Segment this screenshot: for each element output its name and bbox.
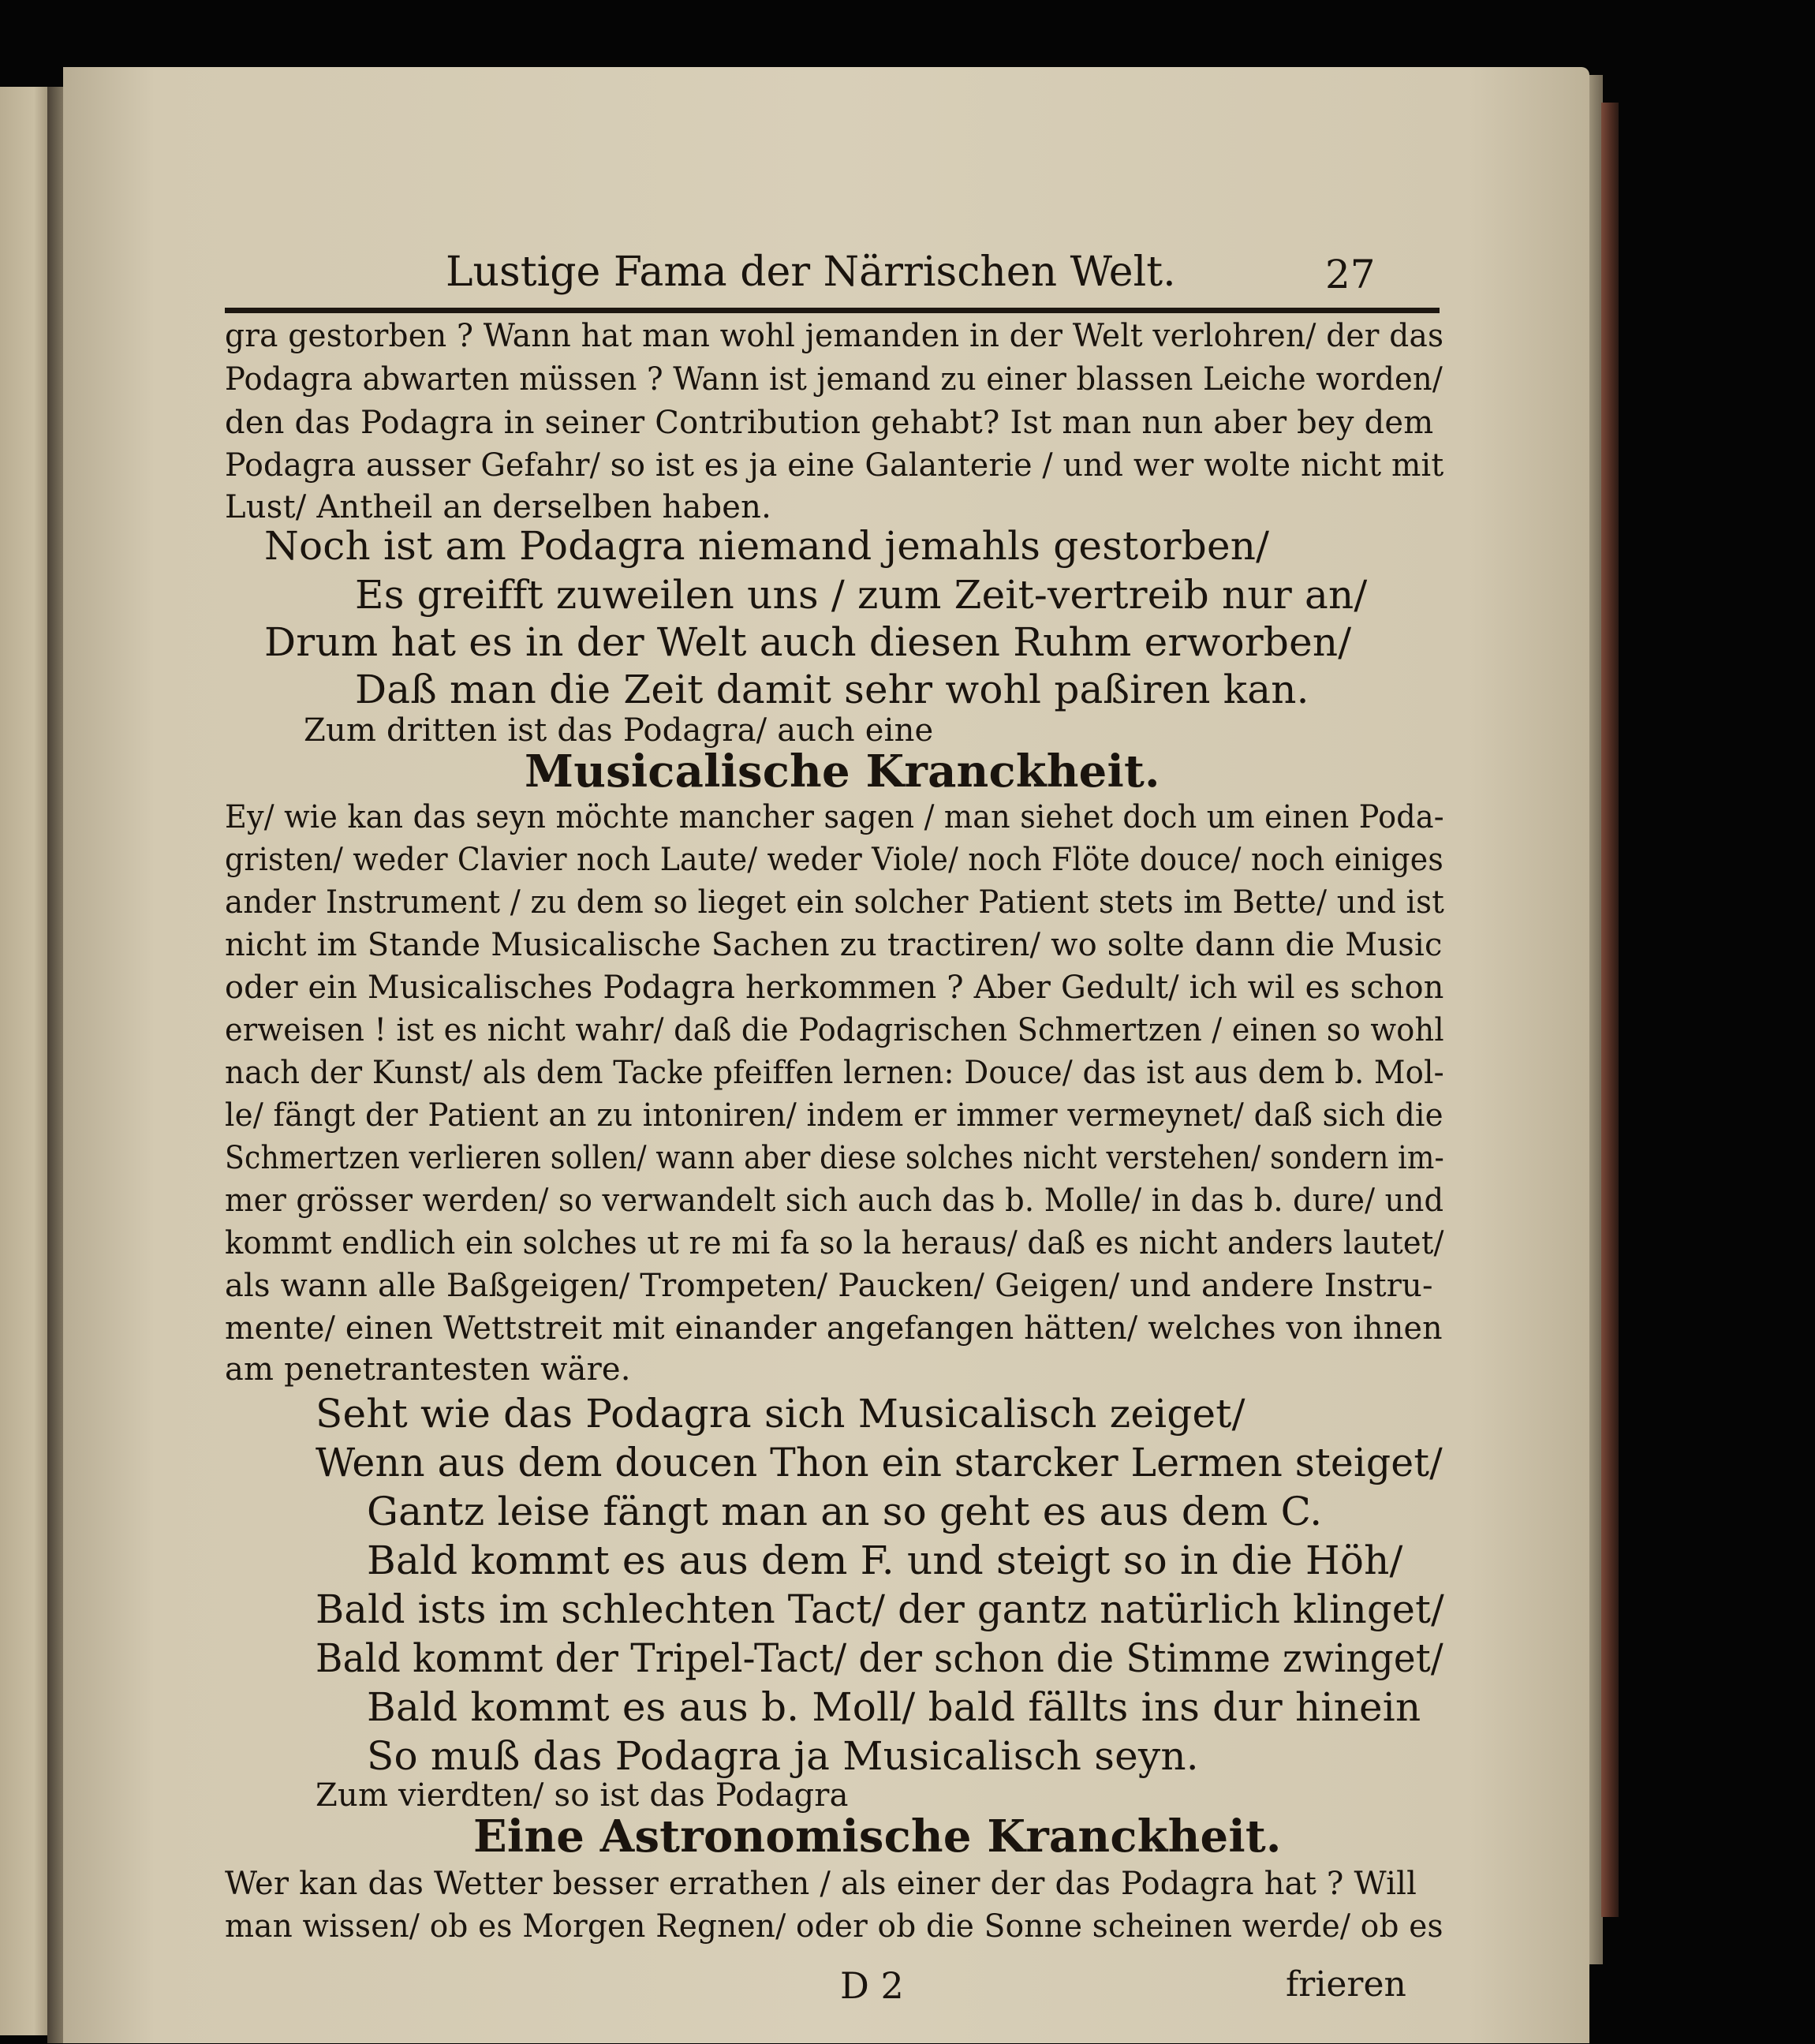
book-page [63,67,1589,2043]
text-line: nicht im Stande Musicalische Sachen zu tractiren/ wo solte dann die Music [225,927,1443,963]
text-line: gra gestorben ? Wann hat man wohl jemanden in der Welt verlohren/ der das [225,318,1444,354]
verse-line: Gantz leise fängt man an so geht es aus dem C. [367,1489,1323,1534]
book-cover-edge [1601,103,1619,1917]
section-intro: Zum dritten ist das Podagra/ auch eine [304,712,934,749]
page-footer [63,1964,1589,2012]
header-rule [225,308,1440,313]
text-line: Schmertzen verlieren sollen/ wann aber diese solches nicht verstehen/ sondern im- [225,1140,1444,1176]
text-line: Wer kan das Wetter besser errathen / als einer der das Podagra hat ? Will [225,1866,1417,1902]
text-line: Lust/ Antheil an derselben haben. [225,489,772,525]
verse-line: Wenn aus dem doucen Thon ein starcker Lermen steiget/ [316,1440,1443,1485]
signature-mark: D 2 [840,1964,904,2007]
text-line: ander Instrument / zu dem so lieget ein solcher Patient stets im Bette/ und ist [225,884,1444,921]
text-line: den das Podagra in seiner Contribution gehabt? Ist man nun aber bey dem [225,405,1434,441]
text-line: le/ fängt der Patient an zu intoniren/ indem er immer vermeynet/ daß sich die [225,1097,1443,1134]
page-number: 27 [1325,252,1376,297]
text-line: mer grösser werden/ so verwandelt sich auch das b. Molle/ in das b. dure/ und [225,1183,1444,1219]
text-line: als wann alle Baßgeigen/ Trompeten/ Paucken/ Geigen/ und andere Instru- [225,1268,1433,1304]
text-line: am penetrantesten wäre. [225,1351,631,1388]
text-line: erweisen ! ist es nicht wahr/ daß die Podagrischen Schmertzen / einen so wohl [225,1012,1444,1048]
verse-line: Es greifft zuweilen uns / zum Zeit-vertreib nur an/ [355,572,1368,618]
verse-line: So muß das Podagra ja Musicalisch seyn. [367,1733,1199,1779]
verse-line: Daß man die Zeit damit sehr wohl paßiren kan. [355,667,1309,712]
text-line: kommt endlich ein solches ut re mi fa so la heraus/ daß es nicht anders lautet/ [225,1225,1444,1261]
verse-line: Bald kommt der Tripel-Tact/ der schon die Stimme zwinget/ [316,1635,1443,1681]
section-heading: Eine Astronomische Kranckheit. [473,1810,1282,1863]
text-line: nach der Kunst/ als dem Tacke pfeiffen lernen: Douce/ das ist aus dem b. Mol- [225,1055,1444,1091]
section-heading: Musicalische Kranckheit. [525,745,1160,798]
text-line: Podagra abwarten müssen ? Wann ist jemand zu einer blassen Leiche worden/ [225,361,1443,398]
verse-line: Bald ists im schlechten Tact/ der gantz natürlich klinget/ [316,1586,1444,1632]
verse-line: Bald kommt es aus b. Moll/ bald fällts ins dur hinein [367,1684,1421,1730]
verse-line: Bald kommt es aus dem F. und steigt so in die Höh/ [367,1538,1403,1583]
verse-line: Seht wie das Podagra sich Musicalisch zeiget/ [316,1391,1245,1437]
text-line: oder ein Musicalisches Podagra herkommen ? Aber Gedult/ ich wil es schon [225,970,1444,1006]
verse-line: Drum hat es in der Welt auch diesen Ruhm erworben/ [264,619,1352,665]
page-header [63,248,1589,304]
text-line: mente/ einen Wettstreit mit einander angefangen hätten/ welches von ihnen [225,1310,1443,1347]
text-line: man wissen/ ob es Morgen Regnen/ oder ob die Sonne scheinen werde/ ob es [225,1908,1443,1945]
text-line: gristen/ weder Clavier noch Laute/ weder Viole/ noch Flöte douce/ noch einiges [225,842,1443,878]
text-line: Ey/ wie kan das seyn möchte mancher sagen / man siehet doch um einen Poda- [225,799,1444,835]
section-intro: Zum vierdten/ so ist das Podagra [316,1777,849,1814]
catchword: frieren [1286,1964,1406,2005]
text-line: Podagra ausser Gefahr/ so ist es ja eine Galanterie / und wer wolte nicht mit [225,447,1444,484]
verse-line: Noch ist am Podagra niemand jemahls gestorben/ [264,523,1270,569]
running-title: Lustige Fama der Närrischen Welt. [446,248,1176,296]
